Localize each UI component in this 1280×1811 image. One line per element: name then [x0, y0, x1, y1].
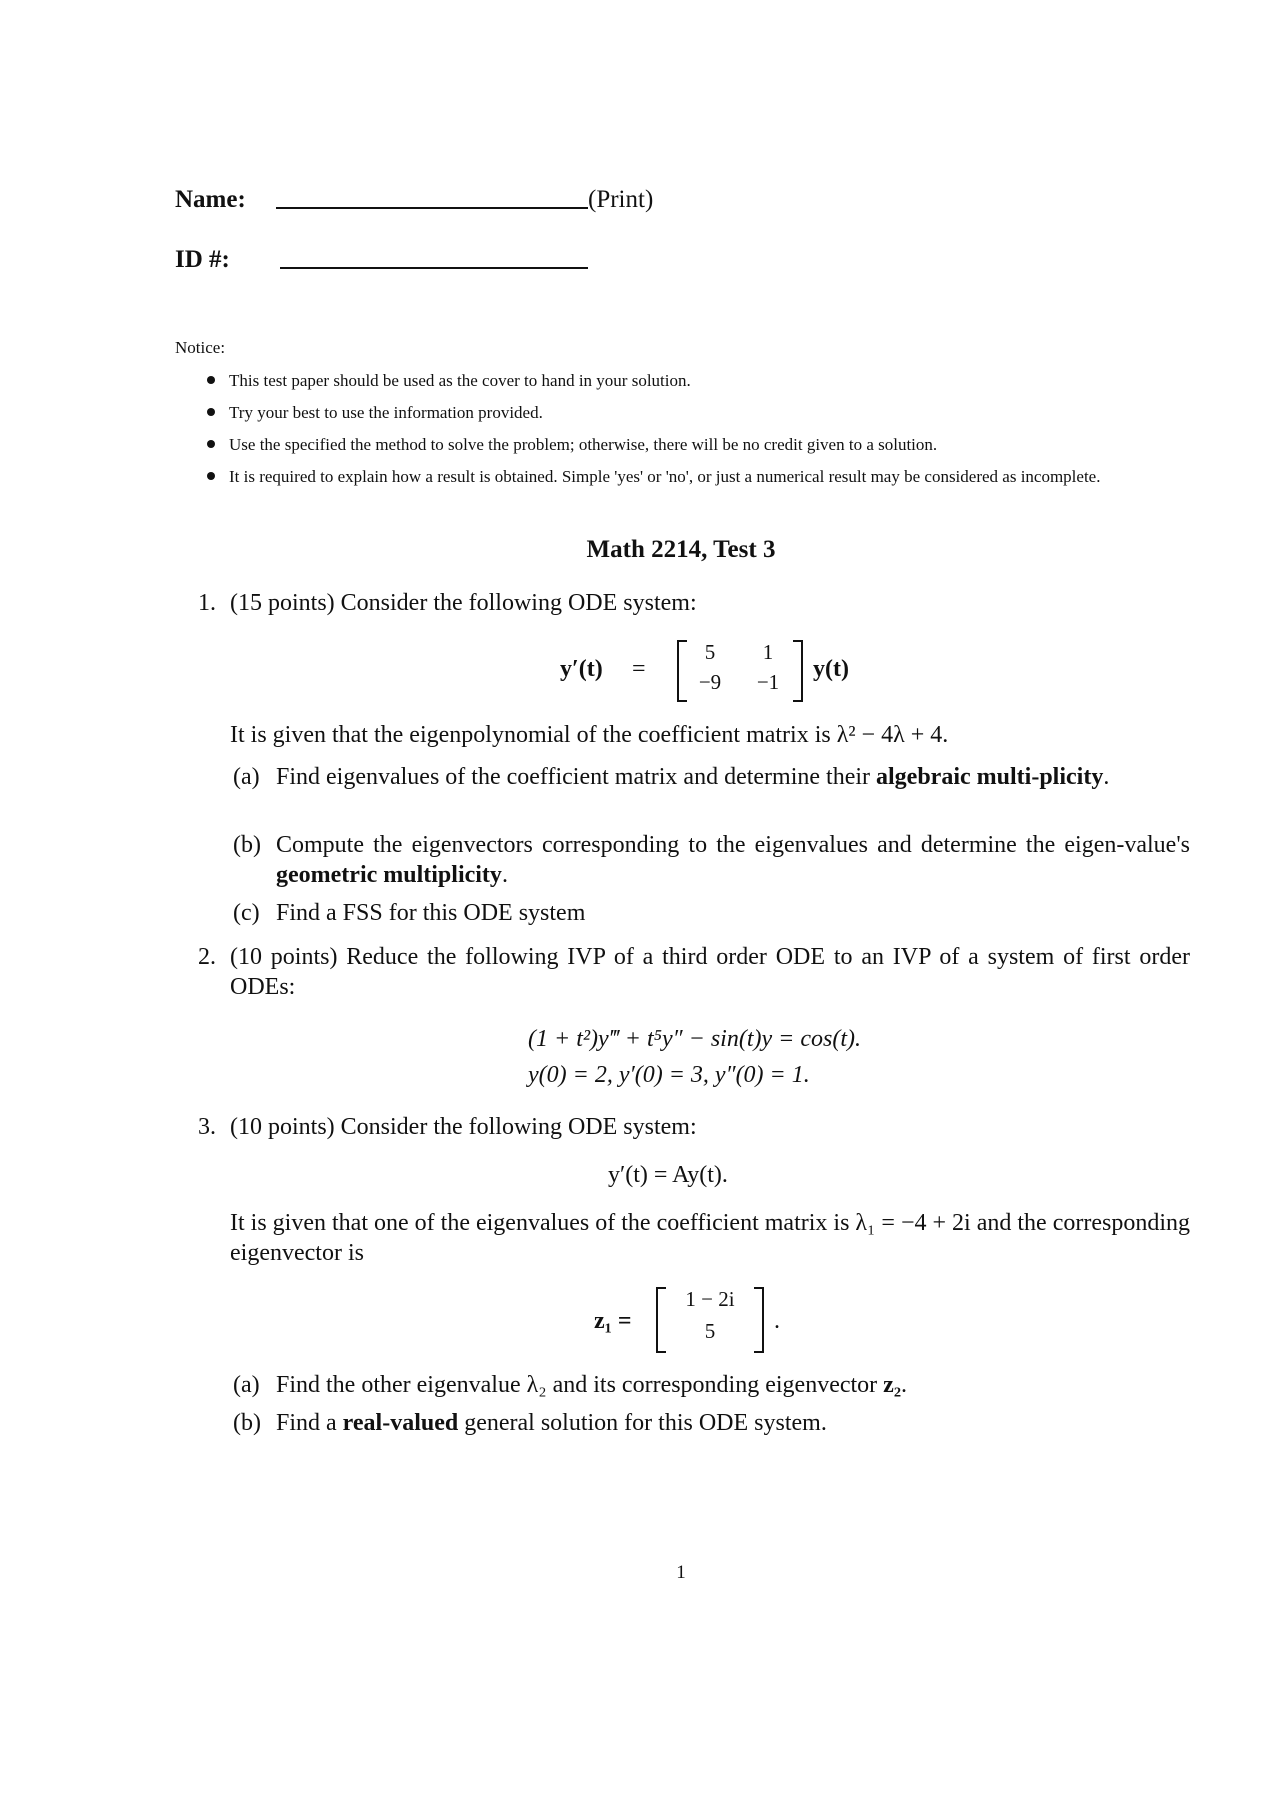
part-label: (a)	[233, 1372, 260, 1398]
notice-item: Try your best to use the information provided.	[229, 403, 543, 422]
question-intro: (10 points) Reduce the following IVP of a third order ODE to an IVP of a system of first order ODEs:	[230, 944, 1190, 1000]
vector-lhs: z₁ =	[594, 1308, 632, 1334]
id-label: ID #:	[175, 246, 230, 273]
notice-item: Use the specified the method to solve the problem; otherwise, there will be no credit given to a solution.	[229, 435, 938, 454]
part-text: Find a FSS for this ODE system	[276, 900, 586, 926]
rhs-y: y(t)	[813, 656, 849, 682]
matrix-cell: −1	[756, 670, 780, 694]
ode-equation: (1 + t²)y‴ + t⁵y″ − sin(t)y = cos(t).	[528, 1026, 861, 1052]
question-intro: (15 points) Consider the following ODE system:	[230, 590, 697, 616]
part-text: Find the other eigenvalue λ₂ and its corresponding eigenvector z₂.	[276, 1372, 908, 1398]
eigen-statement: It is given that the eigenpolynomial of the coefficient matrix is λ² − 4λ + 4.	[230, 722, 949, 748]
part-text: Find eigenvalues of the coefficient matrix and determine their algebraic multi-plicity.	[276, 764, 1110, 790]
lhs-y-prime: y′(t)	[560, 656, 603, 682]
matrix-bracket-left	[677, 640, 687, 702]
vector-bracket-right	[754, 1287, 764, 1353]
system-equation: y′(t) = Ay(t).	[608, 1162, 728, 1188]
vector-cell: 1 − 2i	[685, 1287, 735, 1311]
name-label: Name:	[175, 186, 246, 213]
part-text: Compute the eigenvectors corresponding to the eigenvalues and determine the eigen-value's geometric multiplicity.	[276, 832, 1190, 888]
question-number: 1.	[198, 590, 216, 616]
part-text: Find a real-valued general solution for this ODE system.	[276, 1410, 827, 1436]
initial-conditions: y(0) = 2, y′(0) = 3, y″(0) = 1.	[528, 1062, 810, 1088]
question-intro: (10 points) Consider the following ODE system:	[230, 1114, 697, 1140]
part-label: (b)	[233, 1410, 261, 1436]
page-title: Math 2214, Test 3	[586, 536, 776, 563]
notice-title: Notice:	[175, 338, 226, 357]
part-label: (c)	[233, 900, 260, 926]
matrix-cell: −9	[698, 670, 722, 694]
print-label: (Print)	[588, 186, 654, 213]
page-number: 1	[676, 1562, 686, 1583]
bullet-icon	[207, 472, 215, 480]
vector-cell: 5	[704, 1319, 716, 1343]
question-number: 2.	[198, 944, 216, 970]
question-number: 3.	[198, 1114, 216, 1140]
bullet-icon	[207, 440, 215, 448]
part-label: (b)	[233, 832, 261, 858]
name-input-line[interactable]	[276, 207, 588, 209]
matrix-cell: 1	[762, 640, 774, 664]
matrix-cell: 5	[704, 640, 716, 664]
notice-item: It is required to explain how a result is obtained. Simple 'yes' or 'no', or just a numerical result may be considered as incomplete.	[229, 467, 1101, 486]
id-input-line[interactable]	[280, 267, 588, 269]
eigen-statement: It is given that one of the eigenvalues of the coefficient matrix is λ₁ = −4 + 2i and the corresponding eigenvector is	[230, 1210, 1190, 1266]
bullet-icon	[207, 408, 215, 416]
bullet-icon	[207, 376, 215, 384]
equals-sign: =	[632, 656, 646, 682]
vector-bracket-left	[656, 1287, 666, 1353]
notice-item: This test paper should be used as the cover to hand in your solution.	[229, 371, 691, 390]
vector-period: .	[774, 1308, 780, 1334]
matrix-bracket-right	[793, 640, 803, 702]
part-label: (a)	[233, 764, 260, 790]
